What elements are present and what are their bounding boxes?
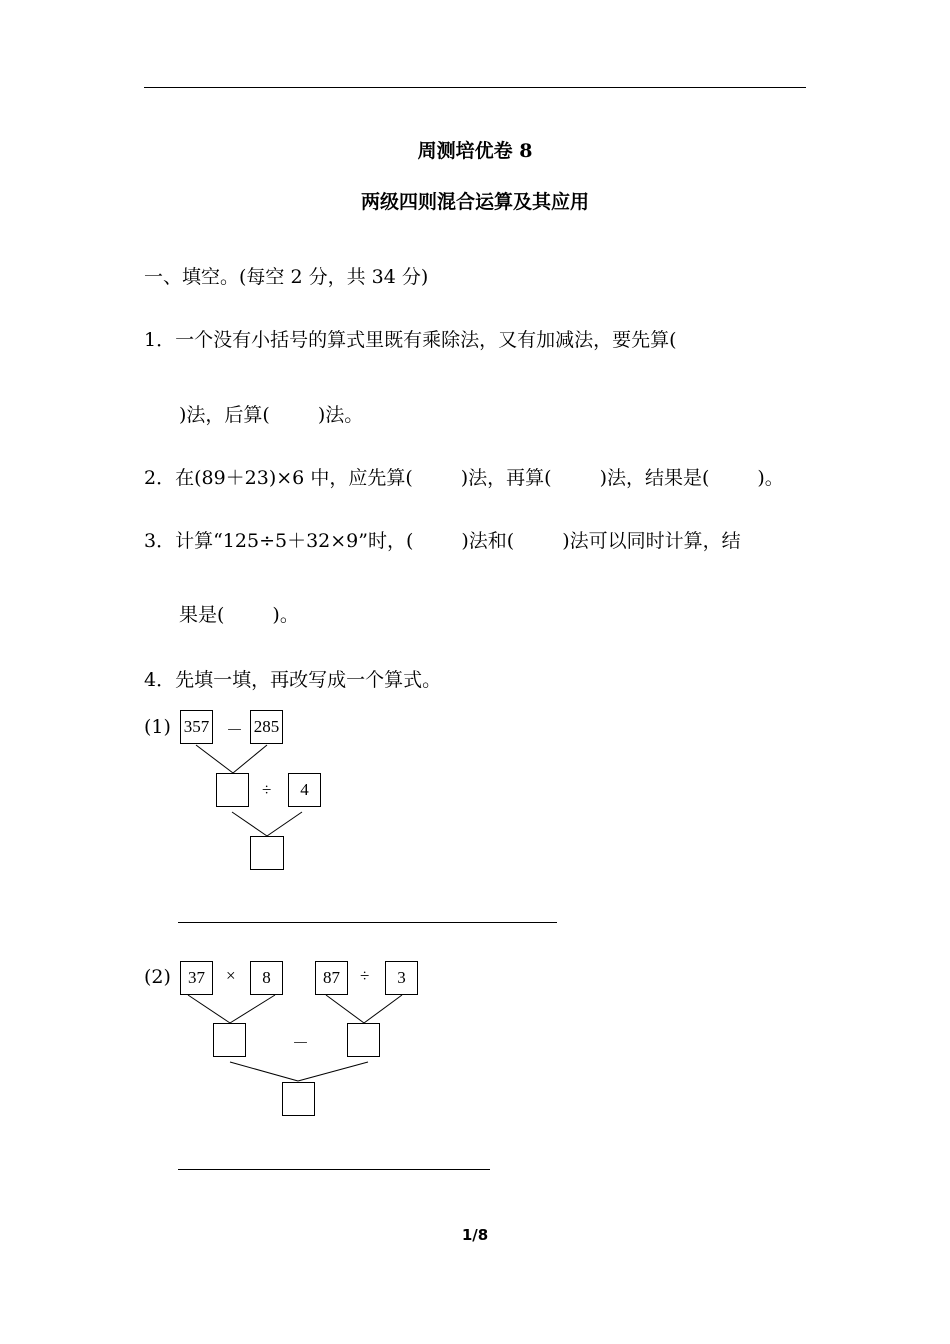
answer-line[interactable] — [178, 922, 557, 923]
question-1-text: 1．一个没有小括号的算式里既有乘除法，又有加减法，要先算( — [144, 329, 677, 351]
answer-box[interactable] — [347, 1023, 380, 1057]
answer-box[interactable] — [282, 1082, 315, 1116]
divide-operator: ÷ — [360, 966, 370, 985]
answer-box[interactable] — [250, 836, 284, 870]
number-box: 87 — [315, 961, 348, 995]
question-1-text-a: )法，后算( — [179, 404, 270, 426]
number-box: 4 — [288, 773, 321, 807]
connector-line — [230, 1062, 298, 1081]
number-box: 285 — [250, 710, 283, 744]
question-2-text-c: )法，结果是( — [599, 467, 710, 489]
answer-box[interactable] — [216, 773, 249, 807]
connector-line — [364, 995, 402, 1023]
number-box: 3 — [385, 961, 418, 995]
connector-line — [326, 995, 364, 1023]
question-3-text-c: )法可以同时计算，结 — [562, 530, 741, 552]
question-3-text-d: 果是( — [179, 604, 225, 626]
question-4: 4．先填一填，再改写成一个算式。 — [144, 669, 442, 691]
number-box: 37 — [180, 961, 213, 995]
multiply-operator: × — [226, 966, 236, 985]
question-2-text-a: 2．在(89＋23)×6 中，应先算( — [144, 467, 413, 489]
tree-1-label: (1) — [144, 716, 171, 738]
number-box: 357 — [180, 710, 213, 744]
page-subtitle: 两级四则混合运算及其应用 — [360, 191, 589, 213]
divide-operator: ÷ — [262, 780, 272, 799]
answer-line[interactable] — [178, 1169, 490, 1170]
question-3-text-a: 3．计算“125÷5＋32×9”时，( — [144, 530, 414, 552]
page-number: 1/8 — [461, 1226, 489, 1244]
question-3-text-e: )。 — [272, 604, 299, 626]
connector-line — [230, 995, 275, 1023]
question-2-text-b: )法，再算( — [460, 467, 552, 489]
connector-line — [196, 745, 233, 773]
minus-operator: － — [226, 721, 243, 740]
page-title: 周测培优卷 8 — [417, 140, 533, 162]
connector-line — [232, 812, 267, 836]
question-3-text-b: )法和( — [461, 530, 515, 552]
tree-2-label: (2) — [144, 966, 171, 988]
question-2-text-d: )。 — [757, 467, 784, 489]
connector-line — [267, 812, 302, 836]
connector-line — [298, 1062, 368, 1081]
section-heading: 一、填空。(每空 2 分，共 34 分) — [144, 266, 429, 288]
number-box: 8 — [250, 961, 283, 995]
answer-box[interactable] — [213, 1023, 246, 1057]
connector-line — [233, 745, 267, 773]
connector-line — [188, 995, 230, 1023]
question-1-text-b: )法。 — [317, 404, 364, 426]
minus-operator: － — [292, 1034, 309, 1053]
